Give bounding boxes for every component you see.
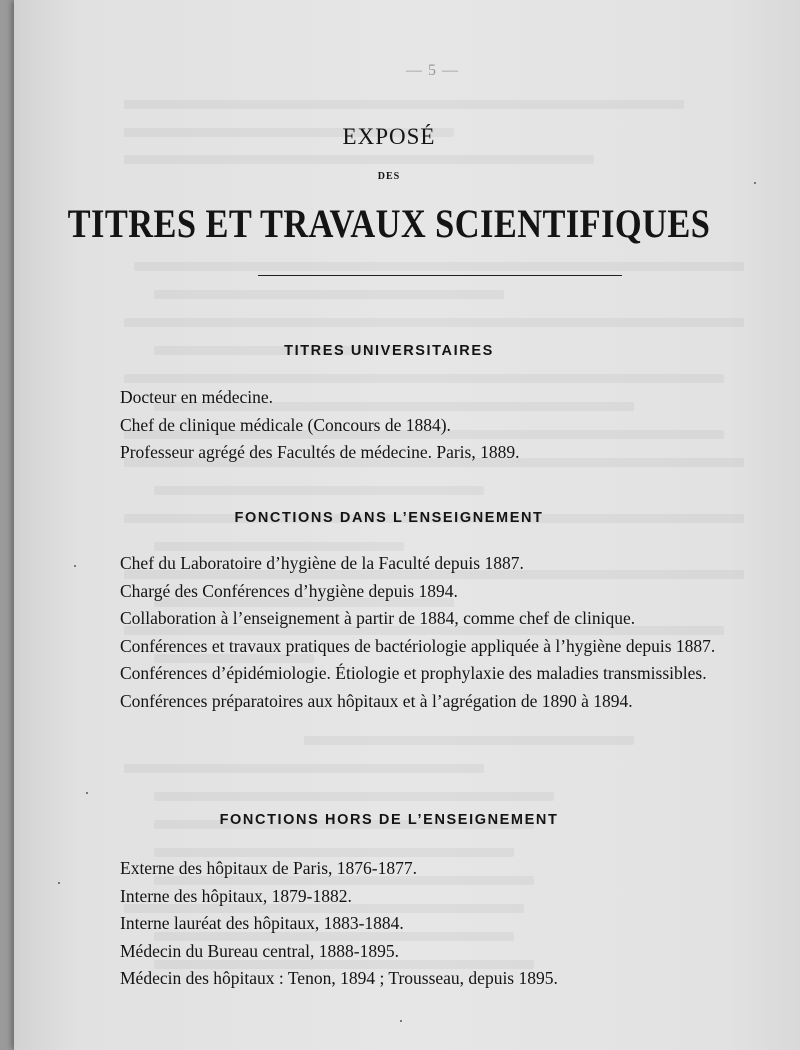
scan-speck bbox=[58, 882, 60, 884]
titres-universitaires-list bbox=[120, 384, 718, 467]
list-item: Interne des hôpitaux, 1879-1882. bbox=[120, 885, 352, 906]
list-item: Conférences préparatoires aux hôpitaux et à l’agrégation de 1890 à 1894. bbox=[120, 690, 633, 711]
list-item: Médecin des hôpitaux : Tenon, 1894 ; Trousseau, depuis 1895. bbox=[120, 968, 558, 988]
list-item: Professeur agrégé des Facultés de médecine. Paris, 1889. bbox=[120, 442, 520, 462]
list-item: Chef de clinique médicale (Concours de 1884). bbox=[120, 414, 451, 435]
des-heading: DES bbox=[377, 171, 401, 182]
scan-speck bbox=[86, 792, 88, 794]
section-title-fonctions-enseignement: FONCTIONS DANS L’ENSEIGNEMENT bbox=[234, 510, 544, 526]
scan-speck bbox=[754, 182, 756, 184]
scan-speck bbox=[400, 1020, 402, 1022]
list-item: Médecin du Bureau central, 1888-1895. bbox=[120, 940, 399, 961]
page-number: — 5 — bbox=[406, 62, 459, 79]
list-item: Conférences et travaux pratiques de bactériologie appliquée à l’hygiène depuis 1887. bbox=[120, 635, 716, 656]
section-title-titres-universitaires: TITRES UNIVERSITAIRES bbox=[284, 343, 494, 359]
document-page bbox=[14, 0, 800, 1050]
scan-speck bbox=[74, 565, 76, 567]
list-item: Chef du Laboratoire d’hygiène de la Faculté depuis 1887. bbox=[120, 553, 524, 573]
expose-heading: EXPOSÉ bbox=[342, 124, 436, 149]
fonctions-enseignement-list bbox=[120, 550, 718, 715]
page-title: TITRES ET TRAVAUX SCIENTIFIQUES bbox=[67, 201, 711, 246]
list-item: Docteur en médecine. bbox=[120, 387, 274, 407]
fonctions-hors-enseignement-list bbox=[120, 855, 718, 993]
list-item: Collaboration à l’enseignement à partir de 1884, comme chef de clinique. bbox=[120, 608, 636, 628]
title-divider bbox=[258, 275, 622, 276]
list-item: Externe des hôpitaux de Paris, 1876-1877. bbox=[120, 858, 417, 878]
list-item: Chargé des Conférences d’hygiène depuis 1894. bbox=[120, 580, 458, 601]
section-title-fonctions-hors-enseignement: FONCTIONS HORS DE L’ENSEIGNEMENT bbox=[219, 812, 559, 828]
list-item: Interne lauréat des hôpitaux, 1883-1884. bbox=[120, 913, 404, 933]
list-item: Conférences d’épidémiologie. Étiologie et prophylaxie des maladies transmissibles. bbox=[120, 663, 707, 683]
